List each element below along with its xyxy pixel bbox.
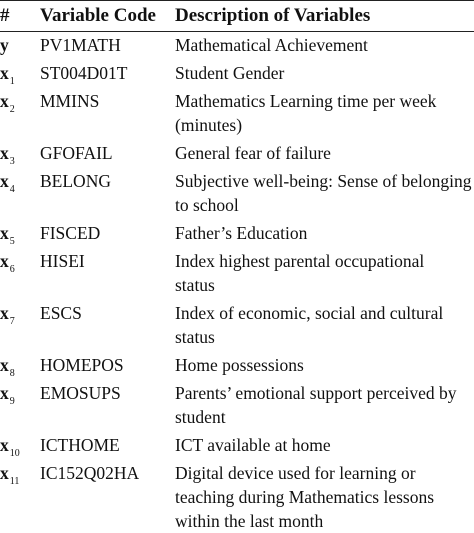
- description-line: Subjective well-being: Sense of belonging: [175, 171, 472, 191]
- variable-code: ST004D01T: [40, 63, 128, 83]
- variable-letter: x: [0, 171, 9, 191]
- variable-subscript: 2: [9, 104, 15, 115]
- variable-symbol: [0, 301, 15, 325]
- variable-letter: x: [0, 63, 9, 83]
- description-line: Student Gender: [175, 63, 285, 83]
- variable-subscript: 7: [9, 316, 15, 327]
- header-description: Description of Variables: [175, 5, 371, 26]
- variable-code: ESCS: [40, 303, 82, 323]
- variable-symbol: [0, 221, 15, 245]
- variable-letter: x: [0, 383, 9, 403]
- description-line: Father’s Education: [175, 223, 308, 243]
- variable-symbol: [0, 461, 19, 485]
- variable-symbol: [0, 89, 15, 113]
- variable-letter: y: [0, 35, 9, 55]
- variable-subscript: 3: [9, 156, 15, 167]
- variable-subscript: 11: [9, 476, 20, 487]
- variable-description: [175, 141, 474, 165]
- table-row: [0, 249, 474, 297]
- description-line: Parents’ emotional support perceived by: [175, 383, 457, 403]
- variable-letter: x: [0, 91, 9, 111]
- variable-code: MMINS: [40, 91, 100, 111]
- variable-description: [175, 89, 474, 137]
- description-line: Mathematics Learning time per week: [175, 91, 437, 111]
- description-line: Index highest parental occupational: [175, 251, 425, 271]
- table-row: [0, 353, 474, 377]
- table-row: [0, 141, 474, 165]
- variable-letter: x: [0, 463, 9, 483]
- variable-description: [175, 301, 474, 349]
- description-line: Mathematical Achievement: [175, 35, 368, 55]
- description-line: Index of economic, social and cultural: [175, 303, 444, 323]
- variable-description: [175, 249, 474, 297]
- variable-letter: x: [0, 143, 9, 163]
- description-line: Digital device used for learning or: [175, 463, 416, 483]
- variable-description: [175, 433, 474, 457]
- variable-code: IC152Q02HA: [40, 463, 140, 483]
- variable-code: BELONG: [40, 171, 111, 191]
- table-row: [0, 169, 474, 217]
- table-row: [0, 33, 474, 57]
- description-line: ICT available at home: [175, 435, 331, 455]
- variable-letter: x: [0, 223, 9, 243]
- variable-description: [175, 353, 474, 377]
- variable-subscript: 8: [9, 368, 15, 379]
- header-variable-code: Variable Code: [40, 5, 156, 26]
- description-line: (minutes): [175, 115, 243, 135]
- description-line: status: [175, 327, 215, 347]
- variable-description: [175, 461, 474, 533]
- variable-code: GFOFAIL: [40, 143, 113, 163]
- variable-letter: x: [0, 251, 9, 271]
- variable-letter: x: [0, 435, 9, 455]
- header-number: #: [0, 5, 10, 26]
- description-line: status: [175, 275, 215, 295]
- variable-code: EMOSUPS: [40, 383, 121, 403]
- variable-symbol: [0, 33, 9, 57]
- variable-subscript: 10: [9, 448, 20, 459]
- variable-code: HOMEPOS: [40, 355, 124, 375]
- table-row: [0, 301, 474, 349]
- variable-subscript: 1: [9, 76, 15, 87]
- variable-letter: x: [0, 355, 9, 375]
- variable-symbol: [0, 433, 20, 457]
- description-line: to school: [175, 195, 239, 215]
- variable-subscript: 6: [9, 264, 15, 275]
- variable-description: [175, 61, 474, 85]
- variable-letter: x: [0, 303, 9, 323]
- variable-symbol: [0, 141, 15, 165]
- description-line: General fear of failure: [175, 143, 331, 163]
- table-row: [0, 89, 474, 137]
- variable-subscript: 9: [9, 396, 15, 407]
- table-header: [0, 3, 474, 31]
- variable-description: [175, 33, 474, 57]
- variable-description: [175, 221, 474, 245]
- variable-subscript: 5: [9, 236, 15, 247]
- variable-description: [175, 169, 474, 217]
- description-line: within the last month: [175, 511, 324, 531]
- variable-symbol: [0, 353, 15, 377]
- table-header-rule: [0, 31, 474, 32]
- variable-code: FISCED: [40, 223, 101, 243]
- table-row: [0, 433, 474, 457]
- table-top-rule: [0, 0, 474, 1]
- table-row: [0, 221, 474, 245]
- variable-symbol: [0, 61, 15, 85]
- variable-code: PV1MATH: [40, 35, 121, 55]
- variable-code: HISEI: [40, 251, 85, 271]
- table-row: [0, 461, 474, 533]
- table-row: [0, 381, 474, 429]
- variable-description: [175, 381, 474, 429]
- description-line: student: [175, 407, 226, 427]
- variable-code: ICTHOME: [40, 435, 120, 455]
- variable-symbol: [0, 381, 15, 405]
- variable-subscript: 4: [9, 184, 15, 195]
- table-row: [0, 61, 474, 85]
- variable-symbol: [0, 169, 15, 193]
- description-line: Home possessions: [175, 355, 304, 375]
- variable-symbol: [0, 249, 15, 273]
- description-line: teaching during Mathematics lessons: [175, 487, 435, 507]
